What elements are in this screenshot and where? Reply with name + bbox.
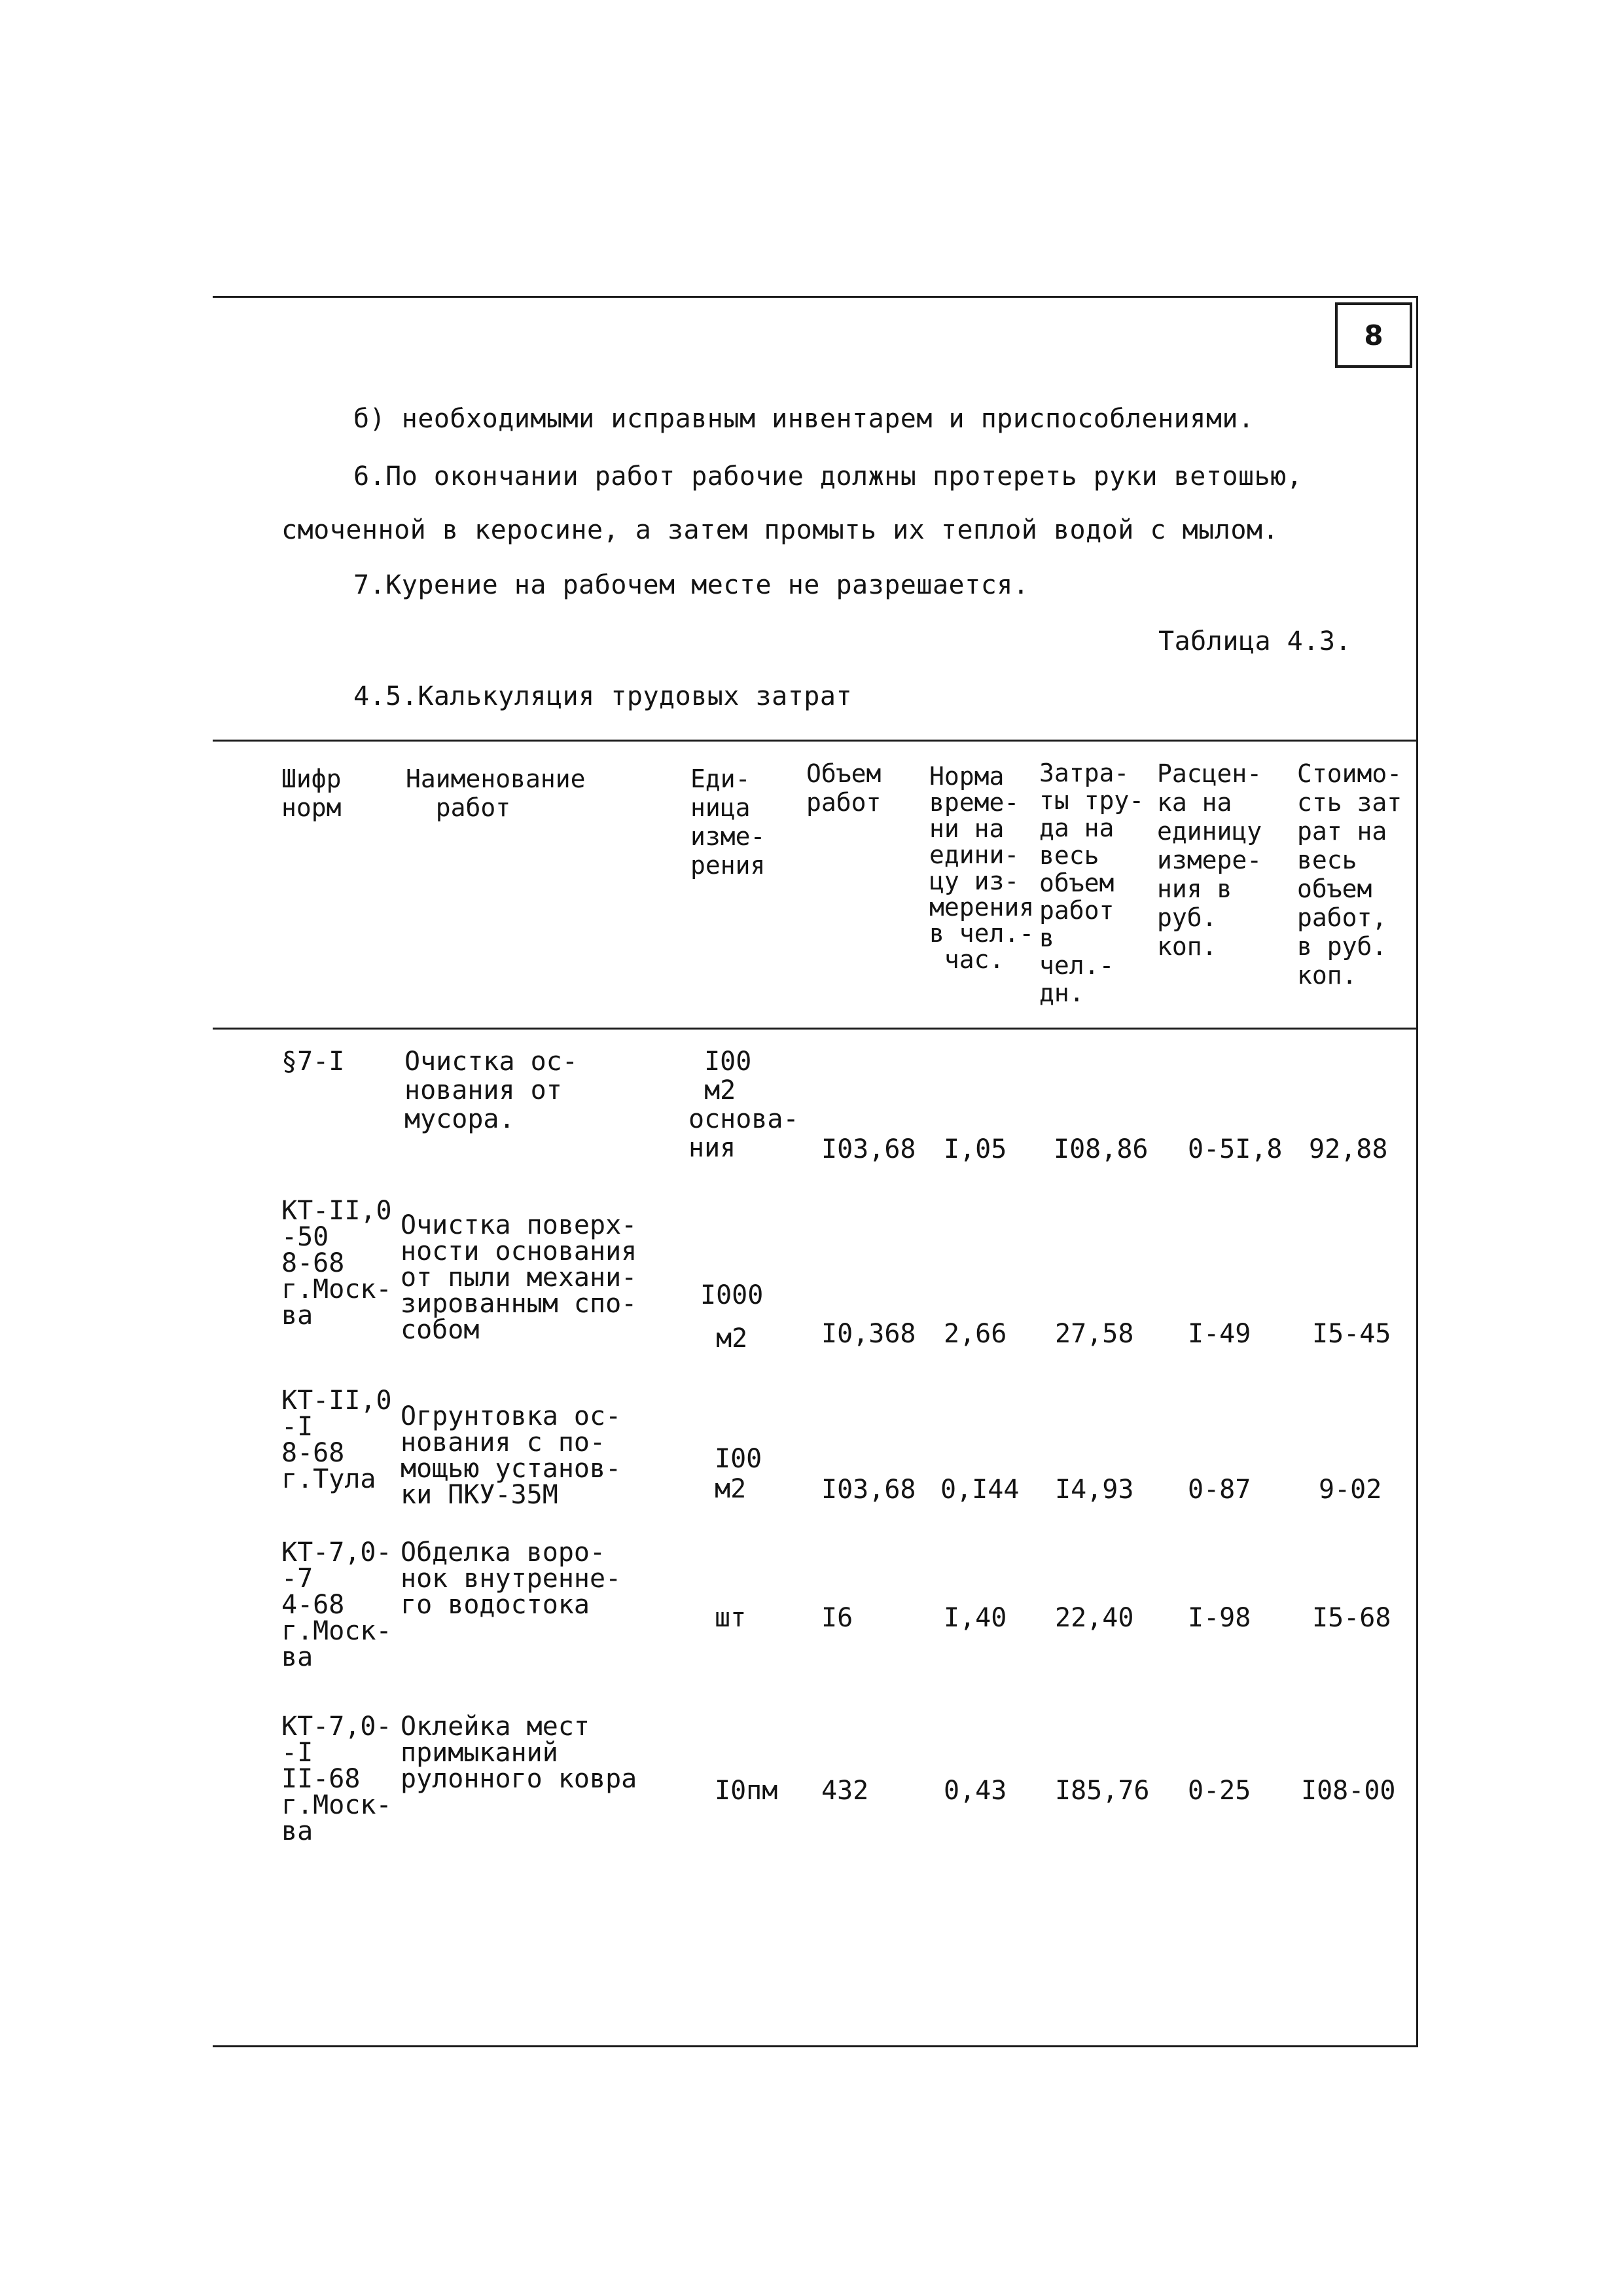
row-2-volume: I0,368 bbox=[821, 1319, 916, 1349]
row-3-unit: I00 м2 bbox=[715, 1444, 762, 1504]
paragraph-7: 7.Курение на рабочем месте не разрешается. bbox=[353, 570, 1029, 600]
row-3-name: Огрунтовка ос- нования с по- мощью установ- ки ПКУ-35М bbox=[401, 1401, 622, 1510]
row-5-cost: I08-00 bbox=[1301, 1776, 1396, 1806]
paragraph-6-line-1: 6.По окончании работ рабочие должны протереть руки ветошью, bbox=[353, 461, 1303, 492]
row-2-rate: I-49 bbox=[1188, 1319, 1251, 1349]
header-labor: Затра- ты тру- да на весь объем работ в чел.- дн. bbox=[1039, 759, 1145, 1007]
row-5-name: Оклейка мест примыканий рулонного ковра bbox=[401, 1712, 637, 1794]
row-1-cost: 92,88 bbox=[1309, 1134, 1388, 1164]
row-1-code: §7-I bbox=[281, 1047, 345, 1077]
row-5-norm: 0,43 bbox=[944, 1776, 1007, 1806]
top-rule bbox=[213, 296, 1418, 298]
paragraph-b: б) необходимыми исправным инвентарем и приспособлениями. bbox=[353, 404, 1255, 434]
row-1-volume: I03,68 bbox=[821, 1134, 916, 1164]
row-1-rate: 0-5I,8 bbox=[1188, 1134, 1283, 1164]
row-4-labor: 22,40 bbox=[1055, 1603, 1134, 1633]
header-volume: Объем работ bbox=[806, 759, 882, 817]
bottom-rule bbox=[213, 2045, 1418, 2047]
header-name: Наименование работ bbox=[406, 764, 586, 822]
row-5-labor: I85,76 bbox=[1055, 1776, 1150, 1806]
row-1-unit: I00 м2 основа- ния bbox=[688, 1047, 799, 1163]
paragraph-6-line-2: смоченной в керосине, а затем промыть их теплой водой с мылом. bbox=[281, 515, 1279, 545]
row-2-unit: I000 м2 bbox=[700, 1280, 764, 1354]
header-rate: Расцен- ка на единицу измере- ния в руб. коп. bbox=[1157, 759, 1262, 961]
row-4-volume: I6 bbox=[821, 1603, 853, 1633]
section-title: 4.5.Калькуляция трудовых затрат bbox=[353, 681, 853, 711]
table-header-rule bbox=[213, 1028, 1418, 1030]
row-1-labor: I08,86 bbox=[1054, 1134, 1149, 1164]
row-4-cost: I5-68 bbox=[1312, 1603, 1391, 1633]
row-4-rate: I-98 bbox=[1188, 1603, 1251, 1633]
row-2-code: КТ-II,0 -50 8-68 г.Моск- ва bbox=[281, 1196, 392, 1331]
row-3-volume: I03,68 bbox=[821, 1475, 916, 1505]
row-1-norm: I,05 bbox=[944, 1134, 1007, 1164]
table-top-rule bbox=[213, 740, 1418, 742]
row-4-norm: I,40 bbox=[944, 1603, 1007, 1633]
row-3-labor: I4,93 bbox=[1055, 1475, 1134, 1505]
row-3-norm: 0,I44 bbox=[940, 1475, 1020, 1505]
row-5-code: КТ-7,0- -I II-68 г.Моск- ва bbox=[281, 1712, 392, 1846]
row-1-name: Очистка ос- нования от мусора. bbox=[404, 1047, 578, 1134]
header-code: Шифр норм bbox=[281, 764, 342, 822]
row-2-labor: 27,58 bbox=[1055, 1319, 1134, 1349]
header-norm: Норма време- ни на едини- цу из- мерения в чел.- час. bbox=[929, 762, 1035, 974]
row-2-cost: I5-45 bbox=[1312, 1319, 1391, 1349]
row-2-name: Очистка поверх- ности основания от пыли механи- зированным спо- собом bbox=[401, 1210, 637, 1345]
row-4-unit: шт bbox=[715, 1603, 747, 1633]
header-cost: Стоимо- сть зат рат на весь объем работ, в руб. коп. bbox=[1297, 759, 1402, 990]
page-number: 8 bbox=[1335, 302, 1412, 368]
row-5-volume: 432 bbox=[821, 1776, 869, 1806]
row-5-rate: 0-25 bbox=[1188, 1776, 1251, 1806]
row-4-code: КТ-7,0- -7 4-68 г.Моск- ва bbox=[281, 1537, 392, 1672]
row-3-code: КТ-II,0 -I 8-68 г.Тула bbox=[281, 1386, 392, 1494]
header-unit: Еди- ница изме- рения bbox=[690, 764, 766, 880]
row-4-name: Обделка воро- нок внутренне- го водостока bbox=[401, 1537, 622, 1620]
row-2-norm: 2,66 bbox=[944, 1319, 1007, 1349]
right-border bbox=[1416, 296, 1418, 2047]
row-3-cost: 9-02 bbox=[1319, 1475, 1382, 1505]
row-5-unit: I0пм bbox=[715, 1776, 778, 1806]
table-label: Таблица 4.3. bbox=[1158, 626, 1351, 656]
row-3-rate: 0-87 bbox=[1188, 1475, 1251, 1505]
